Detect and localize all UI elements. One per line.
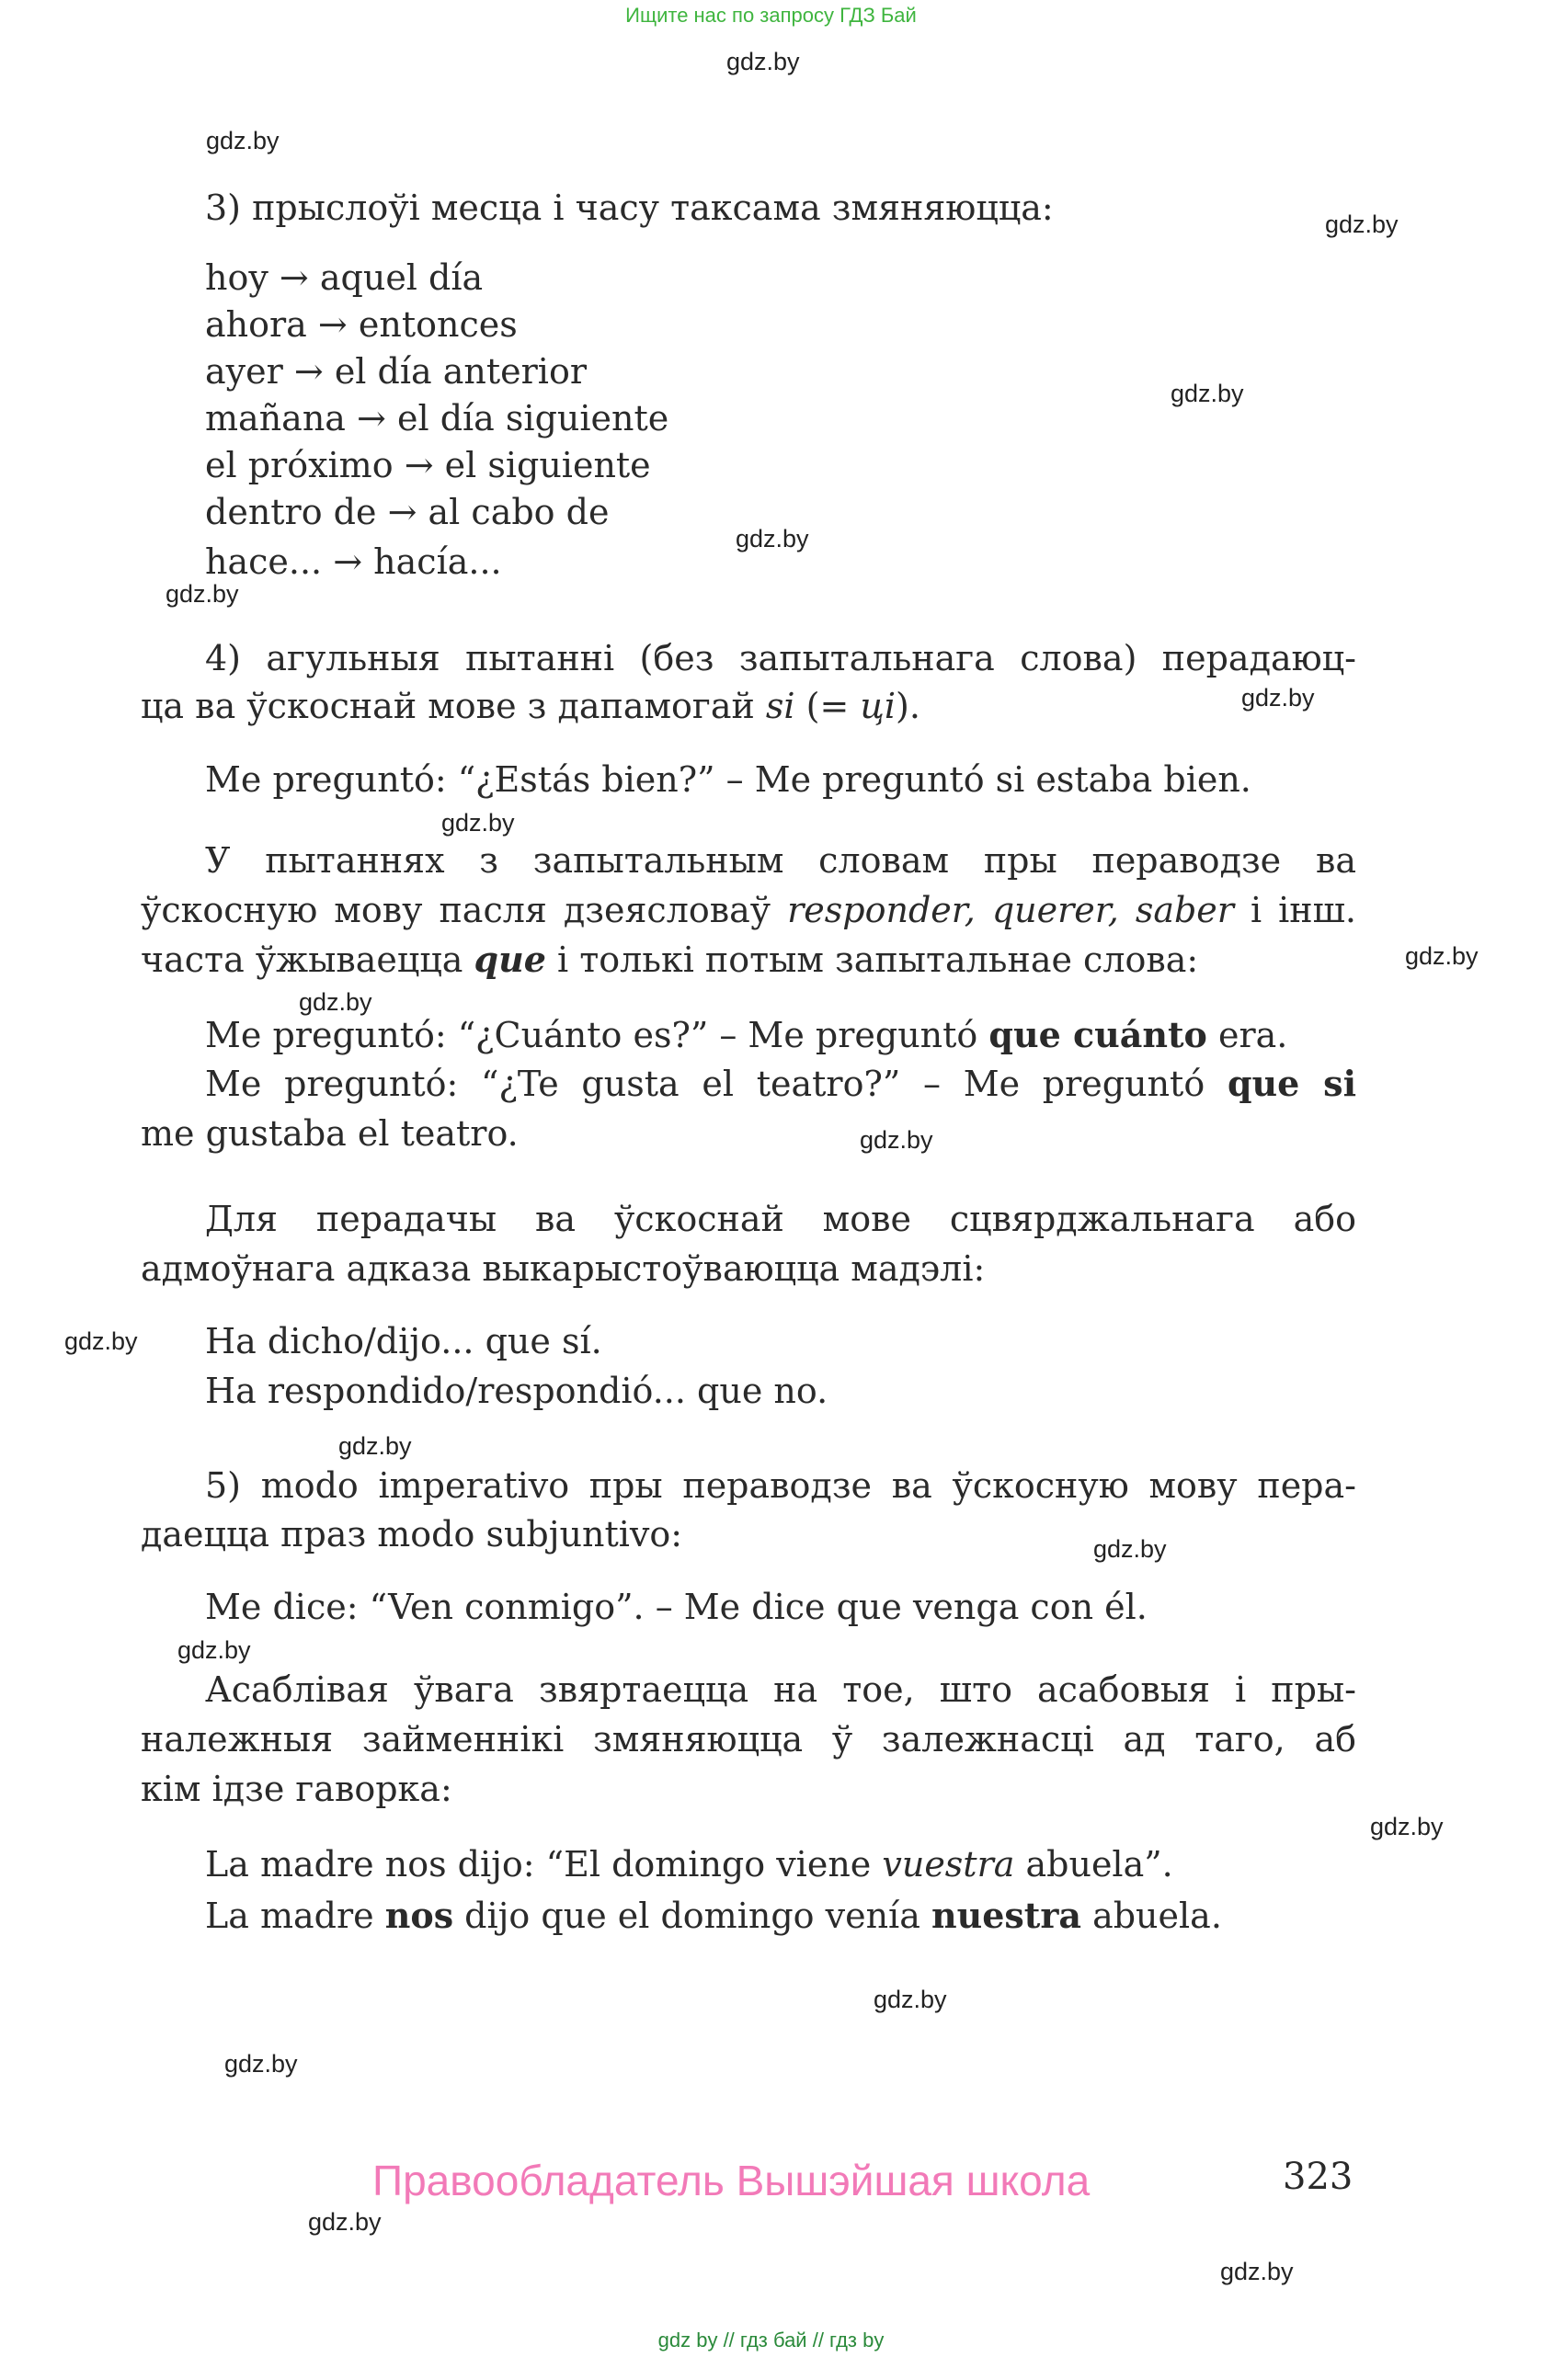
section-4-heading-line [141, 682, 920, 730]
example-sentence: Me preguntó: “¿Estás bien?” – Me preguntó si estaba bien. [205, 759, 1251, 800]
adverb-from: ayer [205, 351, 283, 392]
arrow-icon: → [357, 398, 386, 438]
example-sentence [205, 1060, 1356, 1108]
watermark: gdz.by [441, 809, 515, 837]
text: La madre [205, 1896, 385, 1936]
copyright-notice: Правообладатель Вышэйшая школа [372, 2157, 1091, 2204]
text: ўскосную мову пасля дзеясловаў [141, 890, 788, 930]
watermark: gdz.by [726, 48, 800, 75]
watermark: gdz.by [1171, 380, 1244, 407]
adverb-pair [205, 301, 518, 348]
text: ). [896, 686, 920, 726]
section-5-heading-line: 5) modo imperativo пры пераводзе ва ўскосную мову пера- [205, 1465, 1356, 1506]
verbs-list: responder, querer, saber [787, 890, 1234, 930]
arrow-icon: → [317, 304, 348, 345]
adverb-pair [205, 254, 483, 302]
watermark: gdz.by [64, 1327, 138, 1355]
watermark: gdz.by [299, 988, 372, 1016]
example-sentence: me gustaba el teatro. [141, 1113, 519, 1154]
section-5-heading-line: даецца праз modo subjuntivo: [141, 1514, 683, 1554]
adverb-from: mañana [205, 398, 346, 438]
watermark: gdz.by [1093, 1535, 1167, 1563]
adverb-from: dentro de [205, 492, 377, 532]
paragraph-line: адмоўнага адказа выкарыстоўваюцца мадэлі: [141, 1248, 986, 1289]
model-example: Ha respondido/respondió... que no. [205, 1371, 828, 1411]
highlight: que cuánto [988, 1014, 1207, 1055]
adverb-to: al cabo de [428, 492, 610, 532]
adverb-pair [205, 538, 502, 586]
adverb-pair [205, 488, 609, 536]
term-ci: ці [860, 686, 897, 726]
watermark: gdz.by [860, 1126, 933, 1154]
watermark: gdz.by [874, 1986, 947, 2013]
adverb-from: hoy [205, 257, 268, 298]
highlight: nos [384, 1895, 454, 1936]
arrow-icon: → [279, 257, 309, 298]
term-que: que [474, 939, 546, 980]
top-banner-link[interactable]: Ищите нас по запросу ГДЗ Бай [625, 4, 917, 27]
example-sentence [205, 1840, 1173, 1888]
example-sentence [205, 1892, 1222, 1940]
text: (= [794, 686, 861, 726]
adverb-to: el día siguiente [396, 398, 669, 438]
text: era. [1206, 1015, 1288, 1055]
text: abuela”. [1014, 1844, 1173, 1885]
arrow-icon: → [293, 351, 324, 392]
adverb-from: el próximo [205, 445, 394, 485]
text: dijo que el domingo venía [453, 1896, 931, 1936]
paragraph-line: належныя займеннікі змяняюцца ў залежнасці ад таго, аб [141, 1719, 1356, 1759]
paragraph-line [141, 886, 1356, 934]
footer-links[interactable]: gdz by // гдз бай // гдз by [657, 2329, 885, 2352]
example-sentence: Me dice: “Ven conmigo”. – Me dice que venga con él. [205, 1587, 1148, 1627]
adverb-to: hacía... [373, 541, 502, 582]
watermark: gdz.by [1370, 1813, 1444, 1840]
highlight: que si [1227, 1063, 1357, 1104]
adverb-to: aquel día [319, 257, 484, 298]
watermark: gdz.by [206, 127, 280, 154]
text: La madre nos dijo: “El domingo viene [205, 1844, 883, 1885]
model-example: Ha dicho/dijo... que sí. [205, 1321, 602, 1361]
adverb-from: hace... [205, 541, 323, 582]
paragraph-line: Для перадачы ва ўскоснай мове сцвярджальнага або [205, 1199, 1356, 1239]
watermark: gdz.by [177, 1636, 251, 1664]
adverb-pair [205, 441, 651, 489]
text: Me preguntó: “¿Cuánto es?” – Me preguntó [205, 1015, 989, 1055]
adverb-pair [205, 347, 587, 395]
term-si: si [765, 686, 795, 726]
text: ца ва ўскоснай мове з дапамогай [141, 686, 766, 726]
text: і інш. [1233, 890, 1356, 930]
arrow-icon: → [333, 541, 363, 582]
watermark: gdz.by [1405, 942, 1479, 970]
watermark: gdz.by [338, 1432, 412, 1460]
watermark: gdz.by [224, 2050, 298, 2078]
watermark: gdz.by [166, 580, 239, 608]
arrow-icon: → [404, 445, 434, 485]
adverb-from: ahora [205, 304, 307, 345]
paragraph-line: кім ідзе гаворка: [141, 1769, 452, 1809]
text: часта ўжываецца [141, 939, 474, 980]
watermark: gdz.by [736, 525, 809, 552]
paragraph-line [141, 936, 1198, 984]
text: abuela. [1080, 1896, 1222, 1936]
example-sentence [205, 1011, 1287, 1059]
section-4-heading-line: 4) агульныя пытанні (без запытальнага слова) перадаюц- [205, 638, 1356, 678]
section-3-heading: 3) прыслоўі месца і часу таксама змяняюцца: [205, 188, 1054, 228]
watermark: gdz.by [1241, 684, 1315, 712]
highlight: vuestra [882, 1844, 1015, 1885]
watermark: gdz.by [1325, 211, 1399, 238]
page-number: 323 [1283, 2156, 1354, 2198]
paragraph-line: Асаблівая ўвага звяртаецца на тое, што асабовыя і пры- [205, 1669, 1356, 1710]
arrow-icon: → [387, 492, 417, 532]
adverb-to: entonces [358, 304, 518, 345]
adverb-to: el siguiente [444, 445, 651, 485]
text: і толькі потым запытальнае слова: [545, 939, 1199, 980]
watermark: gdz.by [1220, 2258, 1294, 2285]
watermark: gdz.by [308, 2208, 382, 2236]
paragraph-line: У пытаннях з запытальным словам пры пераводзе ва [205, 840, 1356, 881]
adverb-pair [205, 394, 668, 442]
text: Me preguntó: “¿Te gusta el teatro?” – Me preguntó [205, 1064, 1228, 1104]
adverb-to: el día anterior [334, 351, 587, 392]
highlight: nuestra [931, 1895, 1081, 1936]
